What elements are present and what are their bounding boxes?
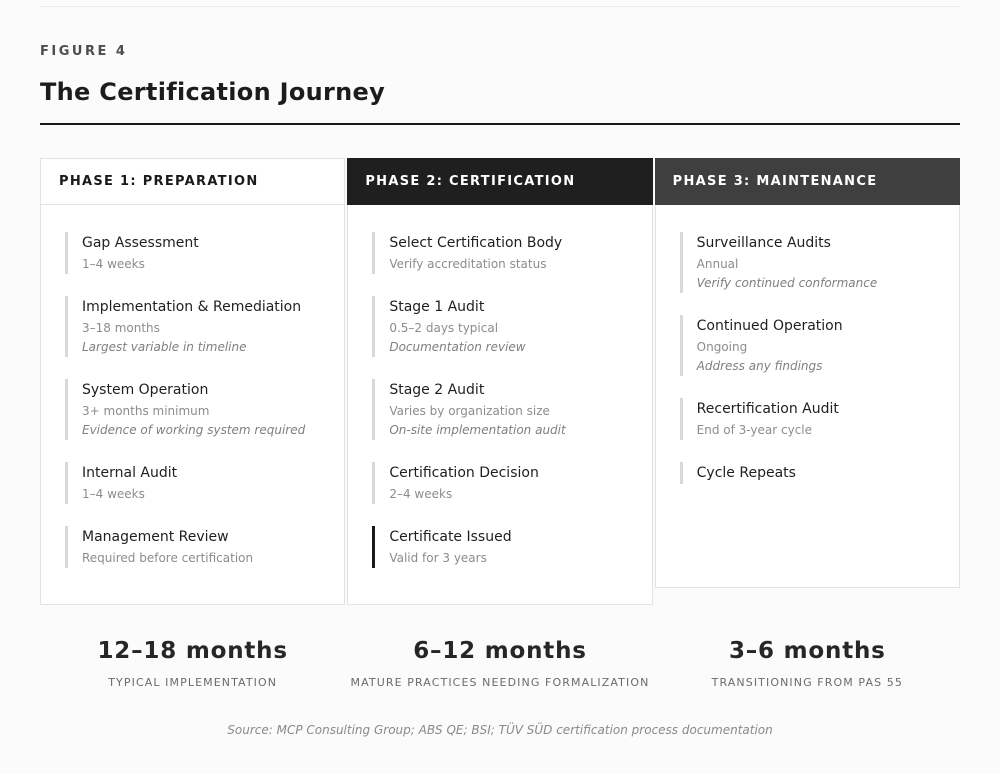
step-title: Select Certification Body bbox=[389, 235, 563, 251]
step-meta: 0.5–2 days typical bbox=[389, 321, 499, 335]
step-title: Gap Assessment bbox=[82, 235, 199, 251]
phase-column-header: PHASE 2: CERTIFICATION bbox=[347, 158, 652, 205]
step-item bbox=[65, 296, 326, 357]
step-title: System Operation bbox=[82, 382, 209, 398]
step-meta: Ongoing bbox=[696, 340, 748, 354]
step-meta: Required before certification bbox=[82, 551, 254, 565]
summary-caption: TYPICAL IMPLEMENTATION bbox=[108, 676, 278, 689]
step-title: Stage 2 Audit bbox=[389, 382, 485, 398]
step-item bbox=[65, 232, 326, 274]
step-item bbox=[372, 526, 633, 568]
step-item bbox=[65, 526, 326, 568]
step-note: Largest variable in timeline bbox=[82, 340, 247, 354]
summary-duration: 3–6 months bbox=[728, 638, 886, 664]
step-meta: 3–18 months bbox=[82, 321, 160, 335]
step-title: Certificate Issued bbox=[389, 529, 512, 545]
step-item bbox=[680, 232, 941, 293]
step-item bbox=[372, 296, 633, 357]
step-title: Management Review bbox=[82, 529, 229, 545]
step-title: Continued Operation bbox=[696, 318, 843, 334]
phase-column-body bbox=[40, 205, 345, 605]
phase-column-1 bbox=[40, 158, 345, 588]
step-note: Address any findings bbox=[696, 359, 823, 373]
step-meta: Varies by organization size bbox=[389, 404, 550, 418]
step-title: Certification Decision bbox=[389, 465, 539, 481]
step-note: Verify continued conformance bbox=[696, 276, 878, 290]
source-attribution: Source: MCP Consulting Group; ABS QE; BSI; TÜV SÜD certification process documentation bbox=[227, 723, 773, 737]
step-title: Recertification Audit bbox=[696, 401, 839, 417]
step-item bbox=[372, 462, 633, 504]
step-note: Documentation review bbox=[389, 340, 526, 354]
phase-column-body bbox=[655, 205, 960, 588]
step-meta: Annual bbox=[696, 257, 739, 271]
phase-summaries bbox=[40, 638, 960, 689]
step-item bbox=[680, 315, 941, 376]
summary-caption: MATURE PRACTICES NEEDING FORMALIZATION bbox=[350, 676, 650, 689]
step-title: Internal Audit bbox=[82, 465, 178, 481]
step-meta: End of 3-year cycle bbox=[696, 423, 813, 437]
step-note: Evidence of working system required bbox=[82, 423, 306, 437]
step-item bbox=[65, 379, 326, 440]
step-note: On-site implementation audit bbox=[389, 423, 566, 437]
phase-summary-1 bbox=[40, 638, 345, 689]
phase-column-3 bbox=[655, 158, 960, 588]
step-meta: 2–4 weeks bbox=[389, 487, 453, 501]
page-top-rule bbox=[40, 6, 960, 7]
step-title: Cycle Repeats bbox=[696, 465, 796, 481]
step-meta: Verify accreditation status bbox=[389, 257, 547, 271]
step-item bbox=[680, 462, 941, 484]
step-title: Surveillance Audits bbox=[696, 235, 831, 251]
step-meta: 1–4 weeks bbox=[82, 487, 145, 501]
phase-summary-2 bbox=[347, 638, 652, 689]
summary-duration: 12–18 months bbox=[97, 638, 288, 664]
phase-column-2 bbox=[347, 158, 652, 588]
phase-summary-3 bbox=[655, 638, 960, 689]
step-item bbox=[65, 462, 326, 504]
summary-caption: TRANSITIONING FROM PAS 55 bbox=[711, 676, 903, 689]
phase-column-body bbox=[347, 205, 652, 605]
step-item bbox=[372, 232, 633, 274]
step-meta: Valid for 3 years bbox=[389, 551, 487, 565]
phase-columns bbox=[40, 158, 960, 588]
step-meta: 3+ months minimum bbox=[82, 404, 210, 418]
step-item bbox=[680, 398, 941, 440]
page-title: The Certification Journey bbox=[40, 78, 386, 106]
figure-label: FIGURE 4 bbox=[40, 44, 128, 59]
step-item bbox=[372, 379, 633, 440]
phase-column-header: PHASE 3: MAINTENANCE bbox=[655, 158, 960, 205]
step-meta: 1–4 weeks bbox=[82, 257, 145, 271]
step-title: Implementation & Remediation bbox=[82, 299, 302, 315]
summary-duration: 6–12 months bbox=[413, 638, 587, 664]
title-divider bbox=[40, 123, 960, 125]
phase-column-header: PHASE 1: PREPARATION bbox=[40, 158, 345, 205]
step-title: Stage 1 Audit bbox=[389, 299, 485, 315]
